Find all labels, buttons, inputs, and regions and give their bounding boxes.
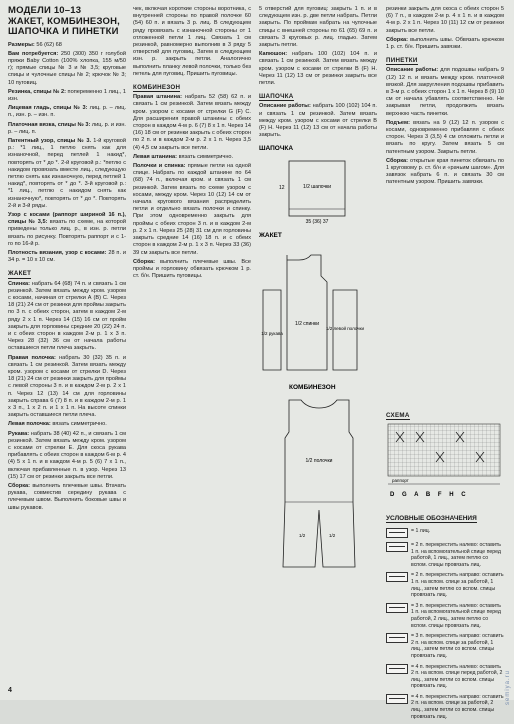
back-label: 1/2 спинки bbox=[294, 321, 320, 328]
legend-symbol-icon bbox=[386, 542, 408, 552]
legend-text: = 3 п. перекрестить направо: оставить 2 п. на вспом. спице за работой, 1 лиц., затем петли со вспом. спицы провязать лиц. bbox=[411, 633, 504, 659]
overall-outline bbox=[283, 400, 355, 567]
diagram-title-jacket: ЖАКЕТ bbox=[259, 232, 282, 240]
legend-text: = 1 лиц. bbox=[411, 528, 431, 534]
paragraph-text: лиц. р. и изн. р. – лиц. п. bbox=[8, 121, 126, 135]
paragraph-lead: Левая штанина: bbox=[133, 153, 178, 160]
paragraph-text: вязать симметрично. bbox=[50, 421, 107, 428]
paragraph-lead: Сборка: bbox=[133, 258, 156, 265]
paragraph bbox=[133, 6, 251, 78]
paragraph bbox=[386, 158, 504, 187]
svg-text:12: 12 bbox=[279, 185, 285, 192]
section-heading: КОМБИНЕЗОН bbox=[133, 84, 181, 92]
paragraph-lead: Рукава: bbox=[8, 430, 30, 437]
legend-text: = 2 п. перекрестить направо: оставить 1 п. на вспом. спице за работой, 1 лиц., затем петлю со вспом. спицы провязать лиц. bbox=[411, 572, 504, 599]
paragraph-text: выполнить плечевые швы. Все проймы и горловину обвязать крючком 1 р. ст. б/н. Пришить пуговицы. bbox=[133, 258, 251, 280]
paragraph-text: для подошвы набрать 9 (12) 12 п. и вязать между кром. платочной вязкой. Для закругления подошвы прибавить в 3-м р. с обеих сторон 1 х 1 п. Через 8 (9) 10 см от начала убавлять соответственно. Не закрывая петли, продолжить вязать верхнюю часть пинетки. bbox=[386, 67, 504, 117]
svg-text:1/2: 1/2 bbox=[299, 533, 306, 539]
paragraph bbox=[259, 103, 377, 139]
paragraph bbox=[8, 250, 126, 264]
paragraph bbox=[259, 51, 377, 87]
paragraph bbox=[8, 281, 126, 353]
paragraph-lead: Подъем: bbox=[386, 119, 410, 126]
schema-letters: D G A B F H C bbox=[390, 492, 469, 498]
paragraph bbox=[8, 51, 126, 87]
paragraph-lead: Патентный узор, спицы № 3. bbox=[8, 137, 92, 144]
paragraph-text: резинки закрыть для скоса с обеих сторон 5 (6) 7 п., в каждом 2-м р. 4 х 1 п. и в каждом 4-м р. 2 х 1 п. Через 10 (11) 12 см от резинки закрыть все петли. bbox=[386, 6, 504, 34]
front-label: 1/2 левой полочки bbox=[326, 326, 364, 332]
watermark: semiya.ru bbox=[505, 670, 511, 706]
diagram-title-overall: КОМБИНЕЗОН bbox=[289, 384, 336, 392]
paragraph-text: набрать 100 (102) 104 п. и связать 1 см резинкой. Затем вязать между кром. узором с косами от стрелки В (F) Н. Через 11 (12) 13 см от начала работы закрыть. bbox=[259, 103, 377, 139]
svg-text:35 (36) 37: 35 (36) 37 bbox=[305, 219, 329, 226]
sleeve-outline bbox=[263, 290, 281, 370]
paragraph-lead: Спинка: bbox=[8, 280, 31, 287]
legend-row bbox=[386, 528, 504, 538]
svg-text:1/2: 1/2 bbox=[329, 533, 336, 539]
page-title: МОДЕЛИ 10–13 ЖАКЕТ, КОМБИНЕЗОН, ШАПОЧКА И ПИНЕТКИ bbox=[8, 5, 120, 37]
legend-row bbox=[386, 633, 504, 659]
paragraph-lead: Правая штанина: bbox=[133, 94, 182, 101]
paragraph bbox=[133, 163, 251, 257]
paragraph-text: прямые петли на одной спице. Набрать по каждой штанине по 64 (68) 74 п., включая кром. и связать 1 см резинкой. Затем вязать по схеме узором с косами, между кром. Через 10 (12) 14 см от начала кругового вязания распределить петли и отдельно вязать полочки и спинку. При этом одновременно закрыть для проймы с обеих сторон 3 п. и в каждом 2-м р. 2 х 1 п. Через 25 (28) 31 см для горловины закрыть средние 14 (16) 18 п. и с обеих сторон в каждом 2-м р. 1 х 3 п. Через 33 (36) 39 см закрыть все петли. bbox=[133, 163, 252, 256]
column-2 bbox=[133, 6, 251, 282]
paragraph bbox=[133, 94, 251, 152]
paragraph-lead: Узор с косами (раппорт шириной 16 п.), спицы № 3,5: bbox=[8, 211, 126, 226]
paragraph-text: 28 п. и 34 р. = 10 х 10 см. bbox=[8, 249, 127, 264]
column-1 bbox=[8, 6, 126, 514]
diagram-title-shapka: ШАПОЧКА bbox=[259, 145, 294, 153]
paragraph bbox=[133, 259, 251, 281]
paragraph-lead: Описание работы: bbox=[386, 67, 439, 74]
legend-text: = 2 п. перекрестить налево: оставить 1 п. на вспомогательной спице перед работой, 1 лиц., затем петлю со вспом. спицы провязать лиц. bbox=[411, 542, 501, 568]
legend-text: = 4 п. перекрестить налево: оставить 2 п. на вспом. спице перед работой, 2 лиц., затем петли со вспом. спицы провязать лиц. bbox=[411, 663, 503, 690]
legend-row bbox=[386, 603, 504, 629]
paragraph bbox=[386, 67, 504, 117]
paragraph-text: набрать 100 (102) 104 п. и связать 1 см резинкой. Затем вязать между кром. узором с косами от стрелки В (F) Н. Через 11 (12) 13 см от резинки закрыть все петли. bbox=[259, 51, 377, 87]
paragraph bbox=[386, 37, 504, 51]
schema-title: СХЕМА bbox=[386, 412, 410, 419]
paragraph-lead: Плотность вязания, узор с косами: bbox=[8, 249, 107, 256]
paragraph-lead: Размеры: bbox=[8, 41, 35, 48]
paragraph-lead: Капюшон: bbox=[259, 51, 288, 58]
paragraph-text: 250 (300) 350 г голубой пряжи Baby Cotton (100% хлопка, 155 м/50 г); прямые спицы № 3 и № 3,5; круговые спицы и чулочные спицы № 2; крючок № 3; 10 пуговиц. bbox=[8, 50, 126, 86]
column-4-body bbox=[386, 6, 504, 187]
column-2-body bbox=[133, 6, 251, 280]
paragraph-text: набрать 52 (58) 62 п. и связать 1 см резинкой. Затем вязать между кром. узором с косами от стрелки G (F) C. Для расширения правой штанины с обеих сторон в каждом 4-м р. 6 (7) 8 х 1 п. Через 14 (16) 18 см от резинки закрыть с обеих сторон по 2 п. и в каждом 2-м р. 2 х 1 п. Через 3,5 (4) 4,5 см закрыть все петли. bbox=[133, 94, 251, 151]
paragraph bbox=[8, 212, 126, 248]
section-heading: ЖАКЕТ bbox=[8, 270, 32, 278]
paragraph-lead: Сборка: bbox=[386, 36, 409, 43]
paragraph-lead: Вам потребуется: bbox=[8, 50, 59, 57]
paragraph-lead: Платочная вязка, спицы № 3: bbox=[8, 121, 91, 128]
legend-row bbox=[386, 572, 504, 598]
sleeve-label: 1/2 рукава bbox=[261, 331, 283, 337]
legend-symbol-icon bbox=[386, 694, 408, 704]
paragraph bbox=[386, 6, 504, 35]
paragraph-lead: Левая полочка: bbox=[8, 421, 51, 428]
legend-symbol-icon bbox=[386, 572, 408, 582]
legend-symbol-icon bbox=[386, 603, 408, 613]
legend-row bbox=[386, 542, 504, 568]
shapka-label: 1/2 шапочки bbox=[302, 184, 332, 191]
paragraph-lead: Сборка: bbox=[8, 483, 31, 490]
paragraph bbox=[8, 89, 126, 103]
legend-symbol-icon bbox=[386, 528, 408, 538]
legend bbox=[386, 528, 504, 724]
paragraph-text: лиц. р. – лиц. п., изн. р. – изн. п. bbox=[8, 105, 126, 119]
paragraph bbox=[386, 120, 504, 156]
paragraph-text: набрать 38 (40) 42 п., и связать 1 см резинкой. Затем вязать между кром. узором с косами от стрелки Е. Для скоса рукава прибавлять с обеих сторон в каждом 6-м р. 4 (4) 5 х 1 п. и в каждом 4-м р. 5 (6) 7 х 1 п., включая прибавленные п. в узор. Через 13 (15) 17 см от резинки закрыть все петли. bbox=[8, 430, 126, 480]
paragraph bbox=[8, 42, 126, 49]
schema-grid bbox=[386, 422, 504, 502]
paragraph-text: 1-й круговой р.: *1 лиц., 1 петлю снять как для изнаночной, перед петлей 1 накид*, повторять от * до *. 2-й круговой р.: *петлю с накидом провязать вместе лиц., следующую петлю снять как изнаночную, перед петлей 1 накид*, повторять от * до *. 3-й круговой р.: *1 лиц., петлю с накидом снять как изнаночную*, повторять от * до *. Повторять 2-й и 3-й ряды. bbox=[8, 137, 126, 209]
paragraph bbox=[8, 355, 126, 420]
column-1-body bbox=[8, 42, 126, 512]
paragraph-text: 56 (62) 68 bbox=[34, 41, 62, 48]
paragraph bbox=[8, 105, 126, 119]
legend-text: = 3 п. перекрестить налево: оставить 1 п. на вспомогательной спице перед работой, 2 лиц., затем петлю со вспом. спицы провязать лиц. bbox=[411, 602, 501, 629]
paragraph-text: попеременно 1 лиц., 1 изн. bbox=[8, 88, 127, 102]
paragraph-lead: Сборка: bbox=[386, 157, 409, 164]
schema-rapport-label: раппорт bbox=[392, 478, 409, 483]
paragraph bbox=[133, 154, 251, 161]
paragraph-text: вязать на 9 (12) 12 п. узором с косами, одновременно прибавляя с обеих сторон. Через 3 (3,5) 4 см отложить петли и вязать по кругу. Затем вязать 5 см патентным узором. Закрыть петли. bbox=[386, 119, 504, 155]
column-3 bbox=[259, 6, 377, 572]
shapka-diagram bbox=[259, 143, 377, 228]
jacket-diagram bbox=[259, 230, 377, 380]
section-heading: ШАПОЧКА bbox=[259, 93, 294, 101]
paragraph-text: вязать по схеме, на которой приведены только лиц. р., в изн. р. петли вязать по рисунку. Повторять раппорт и с 1-го по 16-й р. bbox=[8, 219, 126, 247]
paragraph bbox=[8, 122, 126, 136]
section-heading: ПИНЕТКИ bbox=[386, 57, 418, 65]
paragraph-lead: Полочки и спинка: bbox=[133, 163, 186, 170]
column-3-body bbox=[259, 6, 377, 139]
paragraph-text: выполнить швы. Обвязать крючком 1 р. ст. б/н. Пришить завязки. bbox=[386, 36, 504, 51]
paragraph-lead: Правая полочка: bbox=[8, 354, 56, 361]
legend-text: = 4 п. перекрестить направо: оставить 2 п. на вспом. спице за работой, 2 лиц., затем петли со вспом. спицы провязать лиц. bbox=[411, 693, 504, 720]
legend-symbol-icon bbox=[386, 664, 408, 674]
paragraph-lead: Лицевая гладь, спицы № 3: bbox=[8, 105, 88, 112]
paragraph bbox=[8, 138, 126, 210]
overall-label: 1/2 полочки bbox=[305, 458, 333, 465]
paragraph bbox=[8, 431, 126, 481]
overall-diagram bbox=[259, 382, 377, 572]
paragraph-text: вязать симметрично. bbox=[177, 153, 234, 160]
legend-row bbox=[386, 664, 504, 690]
paragraph-text: выполнить плечевые швы. Втачать рукава, совместив середину рукава с плечевым швом. Выполнить боковые швы и швы рукавов. bbox=[8, 483, 126, 511]
paragraph-text: открытые края пинеток обвязать по 1 круговому р. ст. б/н и «рачьим шагом». Для завязок набрать 6 п. и связать 30 см патентным узором. Пришить завязки. bbox=[386, 157, 504, 186]
paragraph-text: набрать 64 (68) 74 п. и связать 1 см резинкой. Затем вязать между кром. узором с косами, начиная от стрелки А (В) С. Через 18 (21) 24 см от резинки для проймы закрыть по 3 п. с обеих сторон, затем в каждом 2-м ряду 2 х 1 п. Через 14 (15) 16 см от пройм закрыть для горловины средние 20 (22) 24 п. и с обеих сторон в каждом 2-м р. 1 х 3 п. Через 28 (32) 36 см от начала работы оставшиеся петли плеча закрыть. bbox=[8, 280, 126, 352]
knitting-schema bbox=[386, 404, 504, 504]
paragraph-text: набрать 30 (32) 35 п. и связать 1 см резинкой. Затем вязать между кром. узором с косами от стрелки D. Через 18 (21) 24 см от резинки закрыть для проймы с левой стороны 3 п. и в каждом 2-м р. 2 х 1 п. Через 12 (13) 14 см для горловины закрыть справа 6 (7) 8 п. и в каждом 2-м р. 1 х 3 п., 1 х 2 п. и 1 х 1 п. На высоте спинки закрыть оставшиеся петли плеча. bbox=[8, 354, 127, 419]
jacket-back-outline bbox=[287, 255, 327, 370]
paragraph-text: чек, включая короткие стороны воротника, с внутренней стороны по правой полочке 60 (54) 60 п. и вязать 3 р. лиц. В следующем ряду провязать с изнаночной стороны от 1 отложенной петли 1 лиц. Связать 1 см резинкой, равномерно выполнив в 3 ряду 5 отверстий для пуговиц. Затем в следующем изн. р. закрыть петли. Аналогично выполнить планку левой полочки, только без петель для пуговиц. Пришить пуговицы. bbox=[133, 6, 251, 77]
paragraph bbox=[259, 6, 377, 49]
legend-row bbox=[386, 694, 504, 720]
column-4 bbox=[386, 6, 504, 189]
paragraph-lead: Описание работы: bbox=[259, 103, 311, 110]
paragraph bbox=[8, 483, 126, 512]
page-number: 4 bbox=[8, 687, 12, 694]
paragraph-lead: Резинка, спицы № 2: bbox=[8, 88, 66, 95]
legend-symbol-icon bbox=[386, 633, 408, 643]
paragraph bbox=[8, 421, 126, 428]
legend-title: УСЛОВНЫЕ ОБОЗНАЧЕНИЯ bbox=[386, 515, 477, 522]
paragraph-text: 5 отверстий для пуговиц: закрыть 1 п. и в следующем изн. р. две петли набрать. Петли закрыть. По проймам набрать на чулочные спицы с внешней стороны по 61 (65) 69 п. и связать 3 круговых р. лиц. гладью. Затем закрыть петли. bbox=[259, 6, 377, 49]
